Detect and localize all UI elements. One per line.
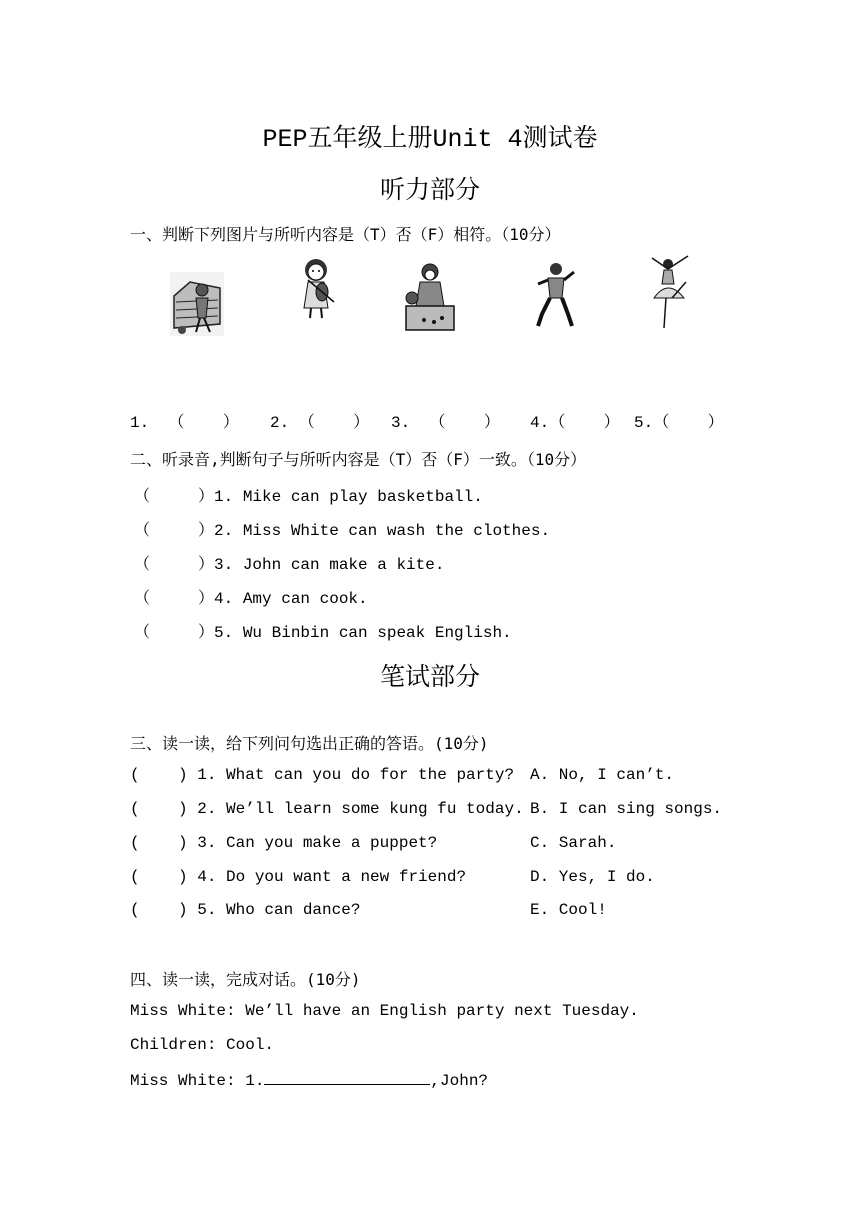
part2-item: （ ）4. Amy can cook. bbox=[134, 590, 368, 608]
part3-instruction: 三、读一读，给下列问句选出正确的答语。(10分) bbox=[130, 734, 489, 753]
part3-question: ( ) 3. Can you make a puppet? bbox=[130, 834, 438, 852]
fill-blank-1[interactable] bbox=[264, 1070, 430, 1085]
part3-option: B. I can sing songs. bbox=[530, 800, 723, 818]
part3-question: ( ) 2. We’ll learn some kung fu today. bbox=[130, 800, 524, 818]
dialogue-prefix: Miss White: 1. bbox=[130, 1072, 265, 1090]
part2-item: （ ）5. Wu Binbin can speak English. bbox=[134, 624, 512, 642]
answer-blank-5[interactable]: 5.（ ） bbox=[634, 414, 724, 432]
part4-instruction: 四、读一读，完成对话。(10分) bbox=[130, 970, 361, 989]
dialogue-suffix: ,John? bbox=[430, 1072, 489, 1090]
part3-option: E. Cool! bbox=[530, 901, 607, 919]
dialogue-line: Children: Cool. bbox=[130, 1036, 275, 1054]
listening-heading: 听力部分 bbox=[379, 175, 480, 204]
page-title: PEP五年级上册Unit 4测试卷 bbox=[262, 125, 598, 154]
part2-instruction: 二、听录音,判断句子与所听内容是（T）否（F）一致。（10分） bbox=[130, 450, 587, 469]
dialogue-line: Miss White: We’ll have an English party next Tuesday. bbox=[130, 1002, 639, 1020]
part3-option: D. Yes, I do. bbox=[530, 868, 655, 886]
dialogue-line bbox=[130, 1070, 488, 1090]
answer-blank-1[interactable]: 1. （ ） bbox=[130, 414, 239, 432]
part2-item: （ ）2. Miss White can wash the clothes. bbox=[134, 522, 551, 540]
writing-heading: 笔试部分 bbox=[379, 662, 480, 691]
answer-blank-2[interactable]: 2. （ ） bbox=[270, 414, 370, 432]
answer-blank-3[interactable]: 3. （ ） bbox=[391, 414, 500, 432]
ballet-dancer-picture-icon bbox=[644, 252, 694, 332]
part2-item: （ ）3. John can make a kite. bbox=[134, 556, 445, 574]
answer-blank-4[interactable]: 4.（ ） bbox=[530, 414, 620, 432]
part3-question: ( ) 4. Do you want a new friend? bbox=[130, 868, 467, 886]
part3-option: C. Sarah. bbox=[530, 834, 617, 852]
kung-fu-picture-icon bbox=[534, 262, 576, 330]
part3-question: ( ) 5. Who can dance? bbox=[130, 901, 361, 919]
part2-item: （ ）1. Mike can play basketball. bbox=[134, 488, 483, 506]
washing-clothes-picture-icon bbox=[170, 272, 224, 336]
part3-question: ( ) 1. What can you do for the party? bbox=[130, 766, 515, 784]
cooking-picture-icon bbox=[404, 262, 456, 332]
part1-instruction: 一、判断下列图片与所听内容是（T）否（F）相符。（10分） bbox=[130, 225, 561, 244]
part3-option: A. No, I can’t. bbox=[530, 766, 675, 784]
girl-violin-picture-icon bbox=[298, 258, 338, 322]
